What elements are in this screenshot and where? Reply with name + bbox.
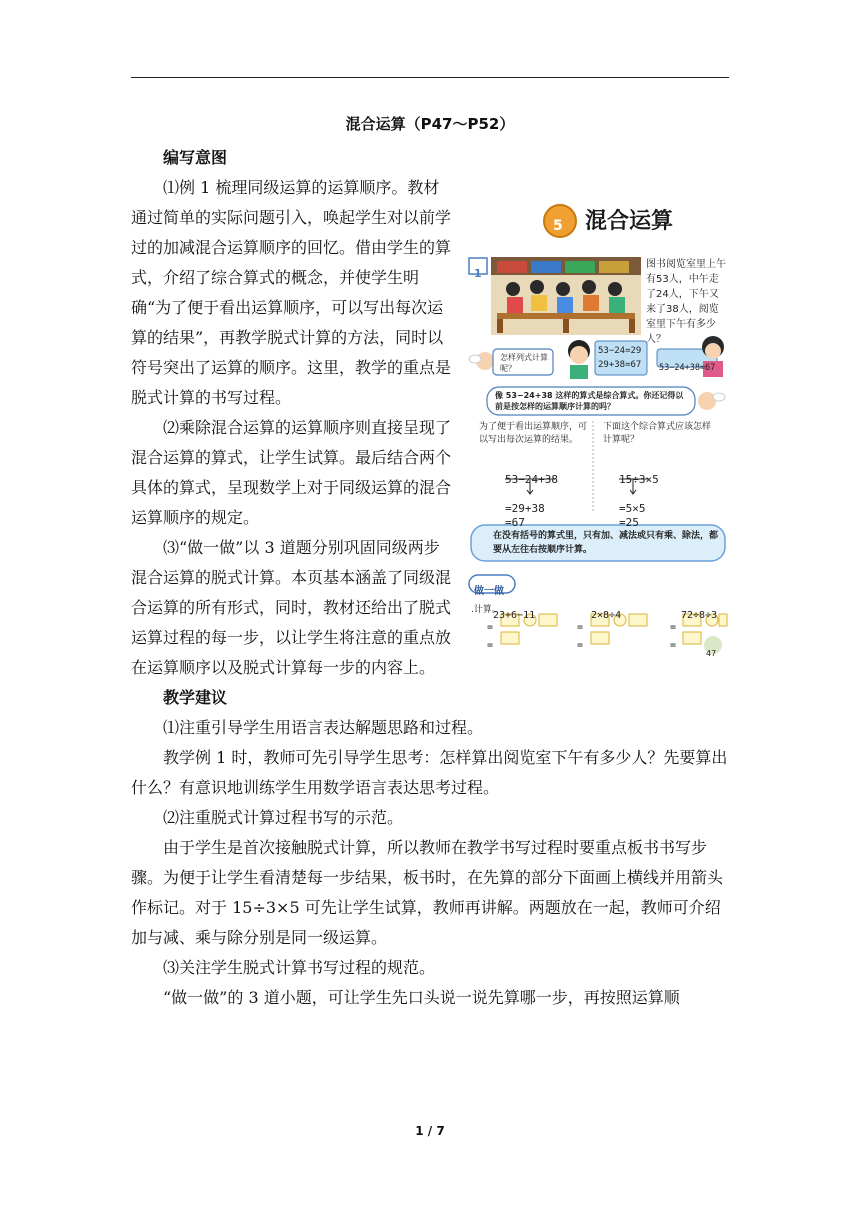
rule-text: 在没有括号的算式里，只有加、减法或只有乘、除法，都要从左往右按顺序计算。 xyxy=(493,531,719,555)
comprehensive-expression-note: 像 53−24+38 这样的算式是综合算式。你还记得以前是按怎样的运算顺序计算的吗？ xyxy=(495,391,684,411)
right-expression: 15÷3×5 xyxy=(619,473,659,486)
equals-sign: = xyxy=(487,622,494,633)
left-expression: 53−24+38 xyxy=(505,473,558,486)
example-number: 1 xyxy=(474,267,482,280)
page-title: 混合运算（P47～P52） xyxy=(345,115,515,133)
paragraph: 教学例 1 时，教师可先引导学生思考：怎样算出阅览室下午有多少人？先要算出什么？有意识地训练学生用数学语言表达思考过程。 xyxy=(131,748,728,797)
left-step-2: =67 xyxy=(505,516,525,529)
exercise-1: 23+6−11 xyxy=(493,610,536,621)
document-body xyxy=(131,143,729,1013)
equals-sign: = xyxy=(670,622,677,633)
equals-sign: = xyxy=(487,640,494,651)
unit-title: 混合运算 xyxy=(585,209,674,234)
paragraph: ⑶“做一做”以 3 道题分别巩固同级两步混合运算的脱式计算。本页基本涵盖了同级混合运算的所有形式，同时，教材还给出了脱式运算过程的每一步，以让学生将注意的重点放在运算顺序以及脱式计算每一步的内容上。 xyxy=(131,538,452,677)
paragraph: ⑴注重引导学生用语言表达解题思路和过程。 xyxy=(163,718,484,737)
exercise-3: 72÷8÷3 xyxy=(681,610,718,621)
calc-b: 53−24+38=67 xyxy=(659,363,716,373)
right-step-2: =25 xyxy=(619,516,639,529)
paragraph: ⑴例 1 梳理同级运算的运算顺序。教材通过简单的实际问题引入，唤起学生对以前学过的加减混合运算顺序的回忆。借由学生的算式，介绍了综合算式的概念，并使学生明确“为了便于看出运算顺序，可以写出每次运算的结果”，再教学脱式计算的方法，同时以符号突出了运算的顺序。这里，教学的重点是脱式计算的书写过程。 xyxy=(131,178,452,407)
paragraph: ⑵注重脱式计算过程书写的示范。 xyxy=(163,808,404,827)
paragraph: 由于学生是首次接触脱式计算，所以教师在教学书写过程时要重点板书书写步骤。为便于让学生看清楚每一步结果，板书时，在先算的部分下面画上横线并用箭头作标记。对于 15÷3×5 可先让学生试算，教师再讲解。两题放在一起，教师可介绍加与减、乘与除分别是同一级运算。 xyxy=(131,838,724,947)
textbook-page-number: 47 xyxy=(706,649,717,658)
unit-number: 5 xyxy=(553,218,563,234)
paragraph: ⑵乘除混合运算的运算顺序则直接呈现了混合运算的算式，让学生试算。最后结合两个具体的算式，呈现数学上对于同级运算的混合运算顺序的规定。 xyxy=(131,418,452,527)
equals-sign: = xyxy=(670,640,677,651)
ask-bubble-text: 怎样列式计算呢？ xyxy=(500,353,548,373)
equals-sign: = xyxy=(577,622,584,633)
example-problem: 图书阅览室里上午有53人，中午走了24人，下午又来了38人，阅览室里下午有多少人？ xyxy=(646,259,726,345)
left-step-1: =29+38 xyxy=(505,502,545,515)
paragraph: ⑶关注学生脱式计算书写过程的规范。 xyxy=(163,958,436,977)
header-rule xyxy=(131,77,729,78)
exercise-2: 2×8÷4 xyxy=(591,610,622,621)
right-caption: 下面这个综合算式应该怎样计算呢？ xyxy=(603,422,712,445)
calc-a2: 29+38=67 xyxy=(598,360,642,370)
textbook-page-illustration xyxy=(467,181,729,655)
equals-sign: = xyxy=(577,640,584,651)
left-caption: 为了便于看出运算顺序，可以写出每次运算的结果。 xyxy=(479,422,588,445)
paragraph: “做一做”的 3 道小题，可让学生先口头说一说先算哪一步，再按照运算顺 xyxy=(163,988,680,1007)
page-footer: 1 / 7 xyxy=(415,1124,445,1138)
right-step-1: =5×5 xyxy=(619,502,646,515)
section-heading-suggestions: 教学建议 xyxy=(163,688,228,707)
practice-title: 做一做 xyxy=(474,586,504,597)
calc-a1: 53−24=29 xyxy=(598,346,642,356)
section-heading-intent: 编写意图 xyxy=(163,148,228,167)
textbook-figure xyxy=(467,181,729,658)
practice-prompt: .计算。 xyxy=(471,605,501,615)
